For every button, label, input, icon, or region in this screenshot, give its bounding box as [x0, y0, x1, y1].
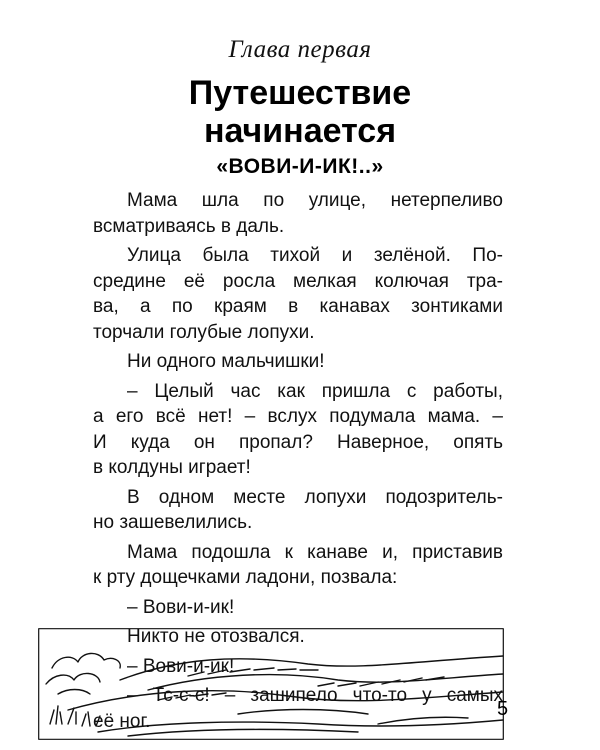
- text-line: – Вови-и-ик!: [127, 655, 235, 677]
- text-line: торчали голубые лопухи.: [93, 321, 315, 343]
- text-line: к рту дощечками ладони, позвала:: [93, 567, 398, 588]
- chapter-label: Глава первая: [228, 36, 372, 63]
- text-line: И куда он пропал? Наверное, опять: [93, 431, 503, 453]
- text-line: а его всё нет! – вслух подумала мама. –: [93, 406, 503, 427]
- text-line: в колдуны играет!: [93, 457, 251, 478]
- text-line: ва, а по краям в канавах зонтиками: [93, 296, 503, 317]
- chapter-title-line: начинается: [203, 112, 397, 150]
- text-line: Мама шла по улице, нетерпеливо: [127, 190, 503, 211]
- text-line: Ни одного мальчишки!: [127, 351, 325, 372]
- text-line: – Целый час как пришла с работы,: [127, 380, 503, 402]
- text-line: – Тс-с-с! – зашипело что-то у самых: [127, 685, 503, 706]
- text-line: Никто не отозвался.: [127, 626, 305, 647]
- page-number: 5: [497, 698, 509, 720]
- text-line: – Вови-и-ик!: [127, 596, 235, 618]
- text-line: средине её росла мелкая колючая тра-: [93, 270, 503, 292]
- chapter-title-line: Путешествие: [188, 74, 412, 112]
- text-line: Мама подошла к канаве и, приставив: [127, 541, 503, 563]
- text-line: но зашевелились.: [93, 512, 253, 533]
- section-heading: «ВОВИ-И-ИК!..»: [216, 155, 384, 178]
- text-line: В одном месте лопухи подозритель-: [127, 486, 503, 508]
- text-line: её ног.: [93, 710, 151, 732]
- text-line: Улица была тихой и зелёной. По-: [127, 245, 503, 266]
- text-line: всматриваясь в даль.: [93, 215, 285, 237]
- landscape-illustration: [38, 628, 504, 740]
- chapter-title: [0, 74, 600, 150]
